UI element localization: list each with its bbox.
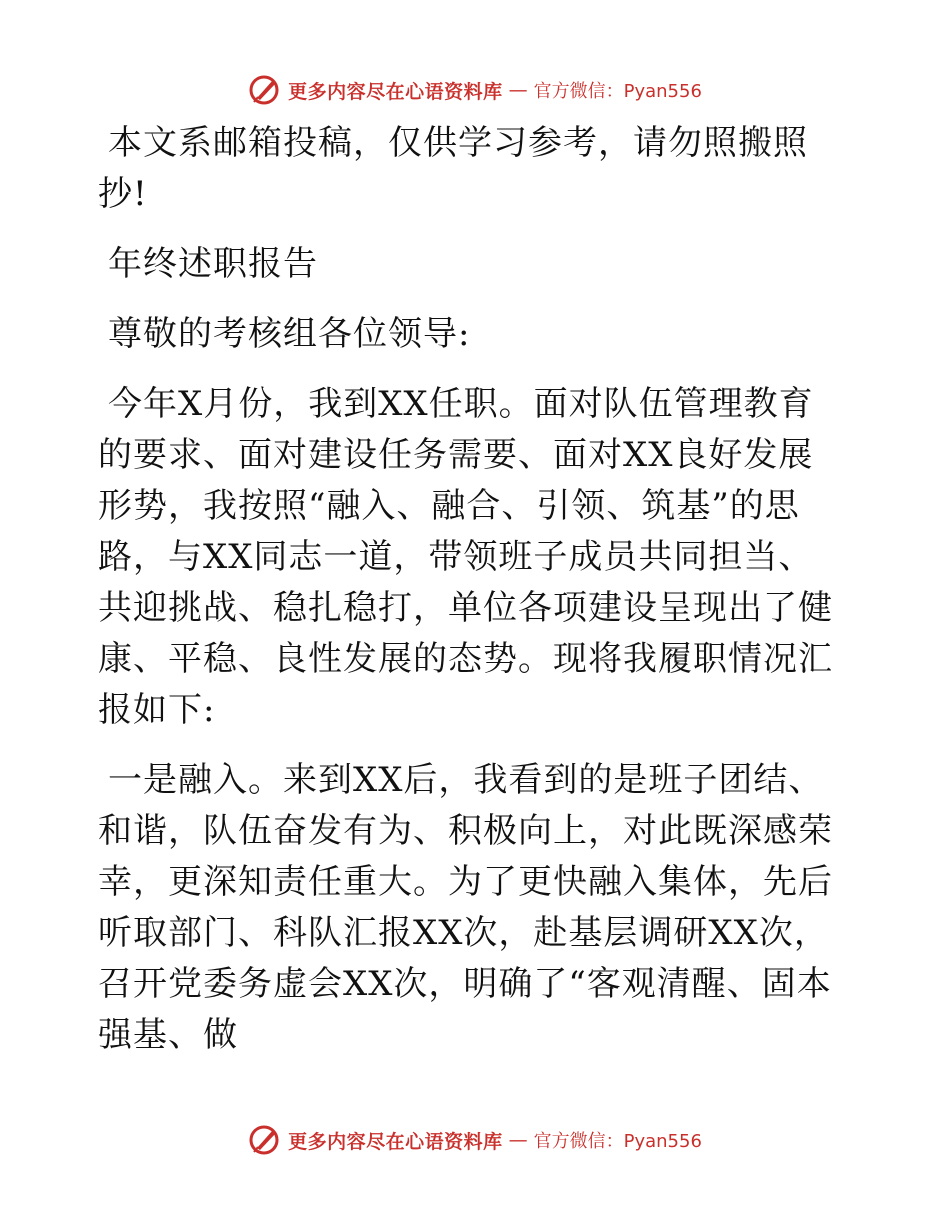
watermark-separator: — xyxy=(508,79,528,101)
footer-watermark-banner xyxy=(0,1120,950,1160)
document-body xyxy=(98,118,843,1080)
watermark-wechat: 官方微信：Pyan556 xyxy=(533,81,702,102)
header-watermark-banner xyxy=(0,70,950,110)
notice-text: 本文系邮箱投稿，仅供学习参考，请勿照搬照抄! xyxy=(98,123,808,214)
watermark-text: 更多内容尽在心语资料库 xyxy=(288,1130,503,1153)
salutation: 尊敬的考核组各位领导: xyxy=(108,314,471,354)
quill-pen-logo-icon xyxy=(248,1123,282,1157)
watermark-wechat: 官方微信：Pyan556 xyxy=(533,1131,702,1152)
watermark-separator: — xyxy=(508,1129,528,1151)
paragraph-integration: 一是融入。来到XX后，我看到的是班子团结、和谐，队伍奋发有为、积极向上，对此既深感荣幸，更深知责任重大。为了更快融入集体，先后听取部门、科队汇报XX次，赴基层调研XX次，召开党委务虚会XX次，明确了“客观清醒、固本强基、做 xyxy=(98,760,833,1055)
paragraph-intro: 今年X月份，我到XX任职。面对队伍管理教育的要求、面对建设任务需要、面对XX良好发展形势，我按照“融入、融合、引领、筑基”的思路，与XX同志一道，带领班子成员共同担当、共迎挑战、稳扎稳打，单位各项建设呈现出了健康、平稳、良性发展的态势。现将我履职情况汇报如下: xyxy=(98,384,833,730)
watermark-text: 更多内容尽在心语资料库 xyxy=(288,80,503,103)
document-title: 年终述职报告 xyxy=(108,244,318,284)
quill-pen-logo-icon xyxy=(248,73,282,107)
